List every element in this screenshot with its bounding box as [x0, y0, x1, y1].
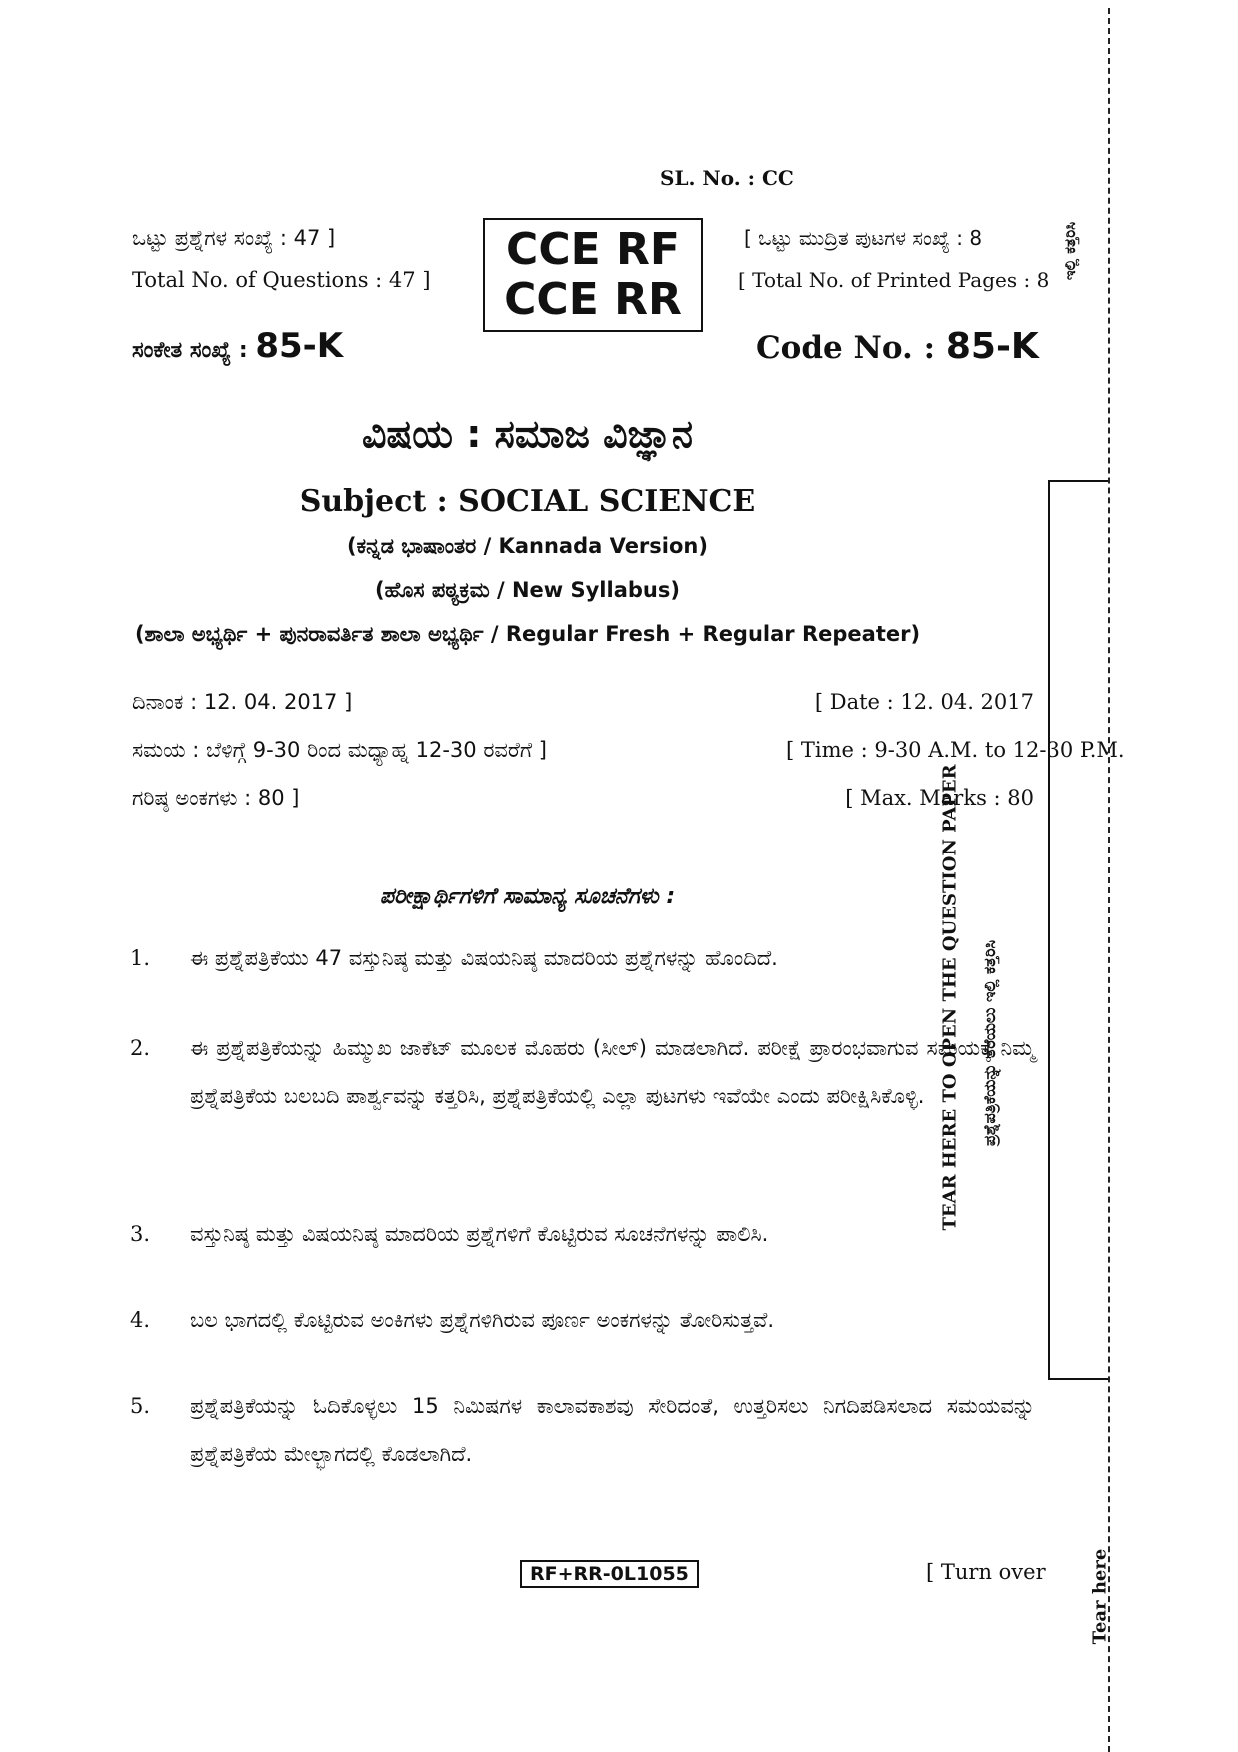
- paper-code-box: RF+RR-0L1055: [520, 1560, 699, 1588]
- exam-type-line2: CCE RR: [504, 274, 682, 325]
- total-pages-kn: [ ಒಟ್ಟು ಮುದ್ರಿತ ಪುಟಗಳ ಸಂಖ್ಯೆ : 8: [744, 226, 983, 250]
- code-label-en: Code No. :: [756, 330, 936, 366]
- code-value-en: 85-K: [945, 326, 1039, 367]
- total-questions-kn: ಒಟ್ಟು ಪ್ರಶ್ನೆಗಳ ಸಂಖ್ಯೆ : 47 ]: [132, 226, 336, 250]
- instructions-title: ಪರೀಕ್ಷಾರ್ಥಿಗಳಿಗೆ ಸಾಮಾನ್ಯ ಸೂಚನೆಗಳು :: [379, 884, 676, 909]
- instruction-text: ಈ ಪ್ರಶ್ನೆಪತ್ರಿಕೆಯನ್ನು ಹಿಮ್ಮುಖ ಜಾಕೆಟ್ ಮೂಲಕ ಮೊಹರು (ಸೀಲ್) ಮಾಡಲಾಗಿದೆ. ಪರೀಕ್ಷೆ ಪ್ರಾರಂಭವಾಗುವ ಸಮಯಕ್ಕೆ ನಿಮ್ಮ ಪ್ರಶ್ನೆಪತ್ರಿಕೆಯ ಬಲಬದಿ ಪಾರ್ಶ್ವವನ್ನು ಕತ್ತರಿಸಿ, ಪ್ರಶ್ನೆಪತ್ರಿಕೆಯಲ್ಲಿ ಎಲ್ಲಾ ಪುಟಗಳು ಇವೆಯೇ ಎಂದು ಪರೀಕ್ಷಿಸಿಕೊಳ್ಳಿ.: [190, 1036, 1035, 1108]
- instruction-number: 5.: [130, 1394, 151, 1418]
- syllabus-line: (ಹೊಸ ಪಠ್ಯಕ್ರಮ / New Syllabus): [375, 578, 680, 602]
- instruction-text: ಬಲ ಭಾಗದಲ್ಲಿ ಕೊಟ್ಟಿರುವ ಅಂಕಿಗಳು ಪ್ರಶ್ನೆಗಳಿಗಿರುವ ಪೂರ್ಣ ಅಂಕಗಳನ್ನು ತೋರಿಸುತ್ತವೆ.: [190, 1308, 775, 1332]
- exam-type-box: [483, 218, 703, 332]
- instruction-text: ಈ ಪ್ರಶ್ನೆಪತ್ರಿಕೆಯು 47 ವಸ್ತುನಿಷ್ಠ ಮತ್ತು ವಿಷಯನಿಷ್ಠ ಮಾದರಿಯ ಪ್ರಶ್ನೆಗಳನ್ನು ಹೊಂದಿದೆ.: [190, 946, 778, 970]
- max-marks-kn: ಗರಿಷ್ಠ ಅಂಕಗಳು : 80 ]: [132, 786, 300, 810]
- total-questions-en: Total No. of Questions : 47 ]: [132, 268, 431, 292]
- date-en: [ Date : 12. 04. 2017: [814, 690, 1034, 714]
- subject-title-kn: ವಿಷಯ : ಸಮಾಜ ವಿಜ್ಞಾನ: [361, 412, 694, 456]
- code-value-kn: 85-K: [255, 326, 344, 366]
- tear-here-bottom-en: Tear here: [1089, 1548, 1111, 1645]
- tear-here-top-kn: ಇಲ್ಲಿ ಕತ್ತರಿಸಿ: [1061, 221, 1079, 281]
- version-line: (ಕನ್ನಡ ಭಾಷಾಂತರ / Kannada Version): [347, 534, 708, 558]
- max-marks-en: [ Max. Marks : 80: [845, 786, 1034, 810]
- tear-dashed-line[interactable]: [1108, 8, 1110, 1752]
- tear-here-open-kn: ಪ್ರಶ್ನೆಪತ್ರಿಕೆಯನ್ನು ತೆರೆಯಲು ಇಲ್ಲಿ ಕತ್ತರಿಸಿ: [980, 939, 999, 1147]
- instruction-number: 4.: [130, 1308, 151, 1332]
- tear-here-open-en: TEAR HERE TO OPEN THE QUESTION PAPER: [939, 764, 961, 1231]
- serial-number: SL. No. : CC: [660, 166, 794, 190]
- code-label-kn: ಸಂಕೇತ ಸಂಖ್ಯೆ :: [132, 338, 248, 363]
- total-pages-en: [ Total No. of Printed Pages : 8: [738, 268, 1050, 292]
- candidate-type-line: (ಶಾಲಾ ಅಭ್ಯರ್ಥಿ + ಪುನರಾವರ್ತಿತ ಶಾಲಾ ಅಭ್ಯರ್ಥಿ / Regular Fresh + Regular Repeater): [134, 622, 921, 646]
- exam-type-line1: CCE RF: [506, 224, 680, 275]
- turn-over-label: [ Turn over: [926, 1560, 1046, 1584]
- time-en: [ Time : 9-30 A.M. to 12-30 P.M.: [786, 738, 1125, 762]
- time-kn: ಸಮಯ : ಬೆಳಿಗ್ಗೆ 9-30 ರಿಂದ ಮಧ್ಯಾಹ್ನ 12-30 ರವರೆಗೆ ]: [132, 738, 547, 762]
- instruction-text: ಪ್ರಶ್ನೆಪತ್ರಿಕೆಯನ್ನು ಓದಿಕೊಳ್ಳಲು 15 ನಿಮಿಷಗಳ ಕಾಲಾವಕಾಶವು ಸೇರಿದಂತೆ, ಉತ್ತರಿಸಲು ನಿಗದಿಪಡಿಸಲಾದ ಸಮಯವನ್ನು ಪ್ರಶ್ನೆಪತ್ರಿಕೆಯ ಮೇಲ್ಭಾಗದಲ್ಲಿ ಕೊಡಲಾಗಿದೆ.: [190, 1394, 1035, 1466]
- instruction-number: 3.: [130, 1222, 151, 1246]
- tear-strip-box: [1048, 480, 1108, 1380]
- code-number-kn: [132, 326, 343, 366]
- instruction-number: 1.: [130, 946, 151, 970]
- subject-title-en: Subject : SOCIAL SCIENCE: [299, 484, 756, 519]
- instruction-text: ವಸ್ತುನಿಷ್ಠ ಮತ್ತು ವಿಷಯನಿಷ್ಠ ಮಾದರಿಯ ಪ್ರಶ್ನೆಗಳಿಗೆ ಕೊಟ್ಟಿರುವ ಸೂಚನೆಗಳನ್ನು ಪಾಲಿಸಿ.: [190, 1222, 769, 1246]
- date-kn: ದಿನಾಂಕ : 12. 04. 2017 ]: [132, 690, 353, 714]
- code-number-en: [756, 326, 1039, 367]
- instruction-number: 2.: [130, 1036, 151, 1060]
